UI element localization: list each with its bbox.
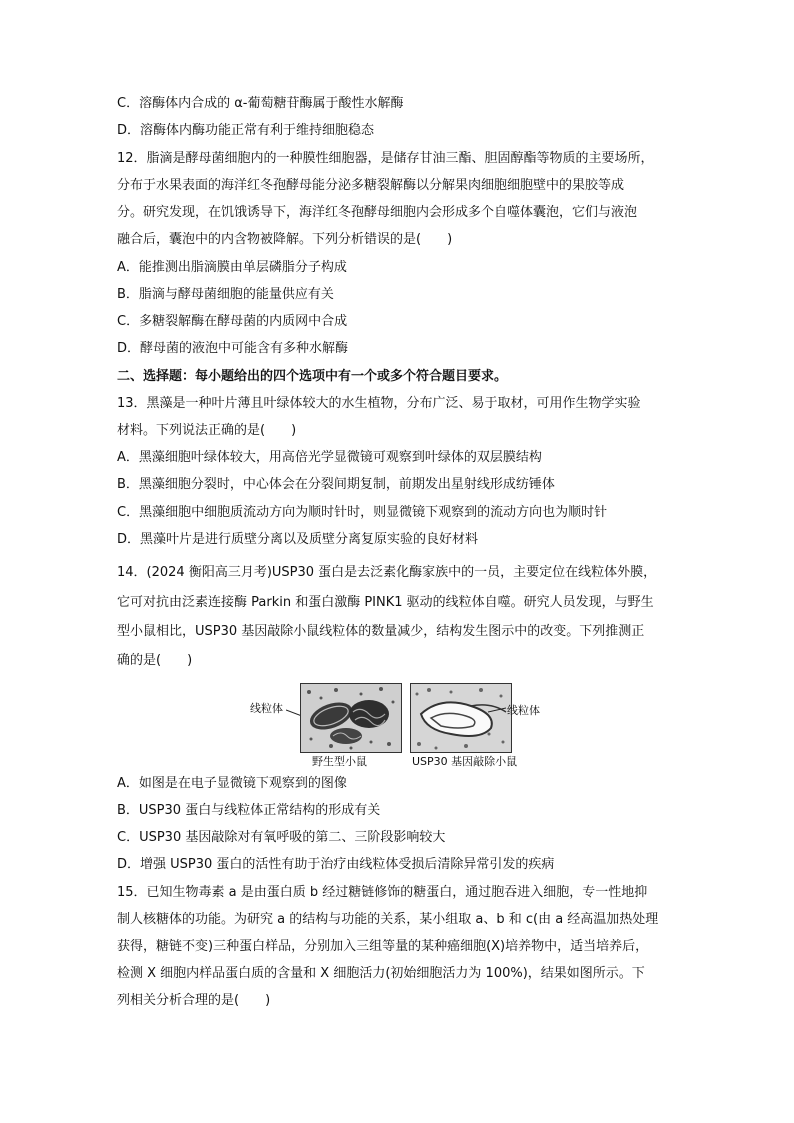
q12-stem-line: 12．脂滴是酵母菌细胞内的一种膜性细胞器，是储存甘油三酯、胆固醇酯等物质的主要场所， (117, 151, 654, 166)
q15-stem-line: 列相关分析合理的是( ) (117, 993, 271, 1008)
wildtype-caption: 野生型小鼠 (312, 755, 367, 768)
q13-stem-line: 13．黑藻是一种叶片薄且叶绿体较大的水生植物，分布广泛、易于取材，可用作生物学实验 (117, 396, 641, 411)
q13-option-d: D．黑藻叶片是进行质壁分离以及质壁分离复原实验的良好材料 (117, 532, 479, 547)
q14-option-c: C．USP30 基因敲除对有氧呼吸的第二、三阶段影响较大 (117, 830, 446, 845)
q12-stem-line: 分。研究发现，在饥饿诱导下，海洋红冬孢酵母细胞内会形成多个自噬体囊泡，它们与液泡 (117, 205, 638, 220)
q14-stem-line: 确的是( ) (117, 653, 193, 668)
knockout-micrograph-image (411, 684, 511, 752)
q14-stem-line: 它可对抗由泛素连接酶 Parkin 和蛋白激酶 PINK1 驱动的线粒体自噬。研究人员发现，与野生 (117, 595, 654, 610)
q14-option-d: D．增强 USP30 蛋白的活性有助于治疗由线粒体受损后清除异常引发的疾病 (117, 857, 555, 872)
q12-option-a: A．能推测出脂滴膜由单层磷脂分子构成 (117, 260, 347, 275)
wildtype-micrograph-image (301, 684, 401, 752)
q14-stem-line: 14．(2024 衡阳高三月考)USP30 蛋白是去泛素化酶家族中的一员，主要定位在线粒体外膜， (117, 565, 657, 580)
q14-stem-line: 型小鼠相比，USP30 基因敲除小鼠线粒体的数量减少，结构发生图示中的改变。下列推测正 (117, 624, 645, 639)
q12-stem-line: 融合后，囊泡中的内含物被降解。下列分析错误的是( ) (117, 232, 453, 247)
mitochondria-label-left: 线粒体 (250, 702, 283, 715)
q11-option-d: D．溶酶体内酶功能正常有利于维持细胞稳态 (117, 123, 375, 138)
q13-stem-line: 材料。下列说法正确的是( ) (117, 423, 297, 438)
knockout-micrograph (410, 683, 512, 753)
mitochondria-label-right: 线粒体 (507, 704, 540, 717)
wildtype-micrograph (300, 683, 402, 753)
q13-option-c: C．黑藻细胞中细胞质流动方向为顺时针时，则显微镜下观察到的流动方向也为顺时针 (117, 505, 608, 520)
q14-option-b: B．USP30 蛋白与线粒体正常结构的形成有关 (117, 803, 381, 818)
q13-option-a: A．黑藻细胞叶绿体较大，用高倍光学显微镜可观察到叶绿体的双层膜结构 (117, 450, 542, 465)
q12-option-b: B．脂滴与酵母菌细胞的能量供应有关 (117, 287, 334, 302)
q11-option-c: C．溶酶体内合成的 α-葡萄糖苷酶属于酸性水解酶 (117, 96, 404, 111)
q15-stem-line: 获得，糖链不变)三种蛋白样品，分别加入三组等量的某种癌细胞(X)培养物中，适当培养后， (117, 939, 649, 954)
q15-stem-line: 制人核糖体的功能。为研究 a 的结构与功能的关系，某小组取 a、b 和 c(由 a 经高温加热处理 (117, 912, 659, 927)
q12-stem-line: 分布于水果表面的海洋红冬孢酵母能分泌多糖裂解酶以分解果肉细胞细胞壁中的果胶等成 (117, 178, 625, 193)
knockout-caption: USP30 基因敲除小鼠 (412, 755, 518, 768)
q12-option-c: C．多糖裂解酶在酵母菌的内质网中合成 (117, 314, 348, 329)
q14-option-a: A．如图是在电子显微镜下观察到的图像 (117, 776, 347, 791)
q14-figure (0, 680, 794, 770)
q12-option-d: D．酵母菌的液泡中可能含有多种水解酶 (117, 341, 349, 356)
section-heading: 二、选择题：每小题给出的四个选项中有一个或多个符合题目要求。 (117, 369, 508, 384)
q15-stem-line: 15．已知生物毒素 a 是由蛋白质 b 经过糖链修饰的糖蛋白，通过胞吞进入细胞，专一性地抑 (117, 885, 648, 900)
q15-stem-line: 检测 X 细胞内样品蛋白质的含量和 X 细胞活力(初始细胞活力为 100%)，结果如图所示。下 (117, 966, 645, 981)
q13-option-b: B．黑藻细胞分裂时，中心体会在分裂间期复制，前期发出星射线形成纺锤体 (117, 477, 555, 492)
pointer-line-right (488, 704, 506, 714)
